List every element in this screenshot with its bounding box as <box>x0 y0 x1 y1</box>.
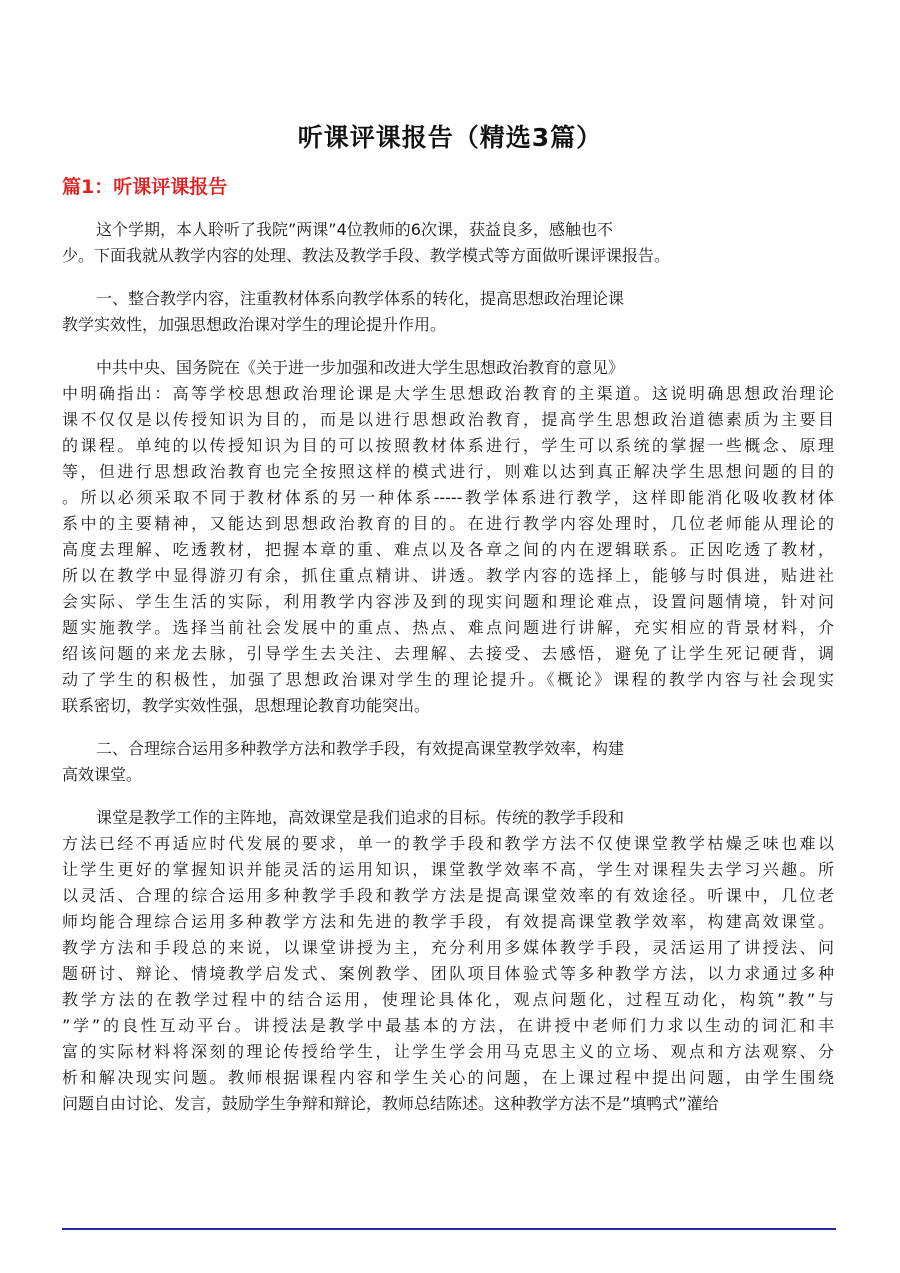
text-line: 二、合理综合运用多种教学方法和教学手段，有效提高课堂教学效率，构建 <box>96 739 625 758</box>
text-line: 所以在教学中显得游刃有余，抓住重点精讲、讲透。教学内容的选择上，能够与时俱进，贴进社 <box>62 566 834 585</box>
section-heading: 篇1：听课评课报告 <box>62 176 228 198</box>
text-line: 教学方法和手段总的来说，以课堂讲授为主，充分利用多媒体教学手段，灵活运用了讲授法、问 <box>62 938 834 957</box>
text-line: 问题自由讨论、发言，鼓励学生争辩和辩论，教师总结陈述。这种教学方法不是”填鸭式”灌给 <box>62 1094 719 1113</box>
paragraph <box>62 736 834 788</box>
text-line: 让学生更好的掌握知识并能灵活的运用知识，课堂教学效率不高，学生对课程失去学习兴趣。所 <box>62 860 834 879</box>
text-line: 析和解决现实问题。教师根据课程内容和学生关心的问题，在上课过程中提出问题，由学生围绕 <box>62 1068 834 1087</box>
text-line: 中明确指出：高等学校思想政治理论课是大学生思想政治教育的主渠道。这说明确思想政治理论 <box>62 384 834 403</box>
footer-divider <box>62 1228 836 1230</box>
text-line: 少。下面我就从教学内容的处理、教法及教学手段、教学模式等方面做听课评课报告。 <box>62 246 671 265</box>
paragraph <box>62 805 834 1117</box>
text-line: ”学”的良性互动平台。讲授法是教学中最基本的方法，在讲授中老师们力求以生动的词汇和丰 <box>62 1016 834 1035</box>
paragraph <box>62 286 834 338</box>
text-line: 题实施教学。选择当前社会发展中的重点、热点、难点问题进行讲解，充实相应的背景材料，介 <box>62 618 834 637</box>
text-line: 。所以必须采取不同于教材体系的另一种体系-----教学体系进行教学，这样即能消化吸收教材体 <box>62 488 834 507</box>
document-title: 听课评课报告（精选3篇） <box>297 123 603 152</box>
text-line: 的课程。单纯的以传授知识为目的可以按照教材体系进行，学生可以系统的掌握一些概念、原理 <box>62 436 834 455</box>
text-line: 中共中央、国务院在《关于进一步加强和改进大学生思想政治教育的意见》 <box>96 358 625 377</box>
paragraph <box>62 217 834 269</box>
text-line: 师均能合理综合运用多种教学方法和先进的教学手段，有效提高课堂教学效率，构建高效课堂。 <box>62 912 834 931</box>
text-line: 高度去理解、吃透教材，把握本章的重、难点以及各章之间的内在逻辑联系。正因吃透了教材， <box>62 540 834 559</box>
text-line: 课不仅仅是以传授知识为目的，而是以进行思想政治教育，提高学生思想政治道德素质为主要目 <box>62 410 834 429</box>
text-line: 动了学生的积极性，加强了思想政治课对学生的理论提升。《概论》课程的教学内容与社会现实 <box>62 670 834 689</box>
text-line: 教学方法的在教学过程中的结合运用，使理论具体化，观点问题化，过程互动化，构筑”教”与 <box>62 990 834 1009</box>
text-line: 联系密切，教学实效性强，思想理论教育功能突出。 <box>62 696 431 715</box>
text-line: 绍该问题的来龙去脉，引导学生去关注、去理解、去接受、去感悟，避免了让学生死记硬背，调 <box>62 644 834 663</box>
text-line: 一、整合教学内容，注重教材体系向教学体系的转化，提高思想政治理论课 <box>96 289 625 308</box>
text-line: 等，但进行思想政治教育也完全按照这样的模式进行，则难以达到真正解决学生思想问题的目的 <box>62 462 834 481</box>
text-line: 以灵活、合理的综合运用多种教学手段和教学方法是提高课堂效率的有效途径。听课中，几位老 <box>62 886 834 905</box>
text-line: 方法已经不再适应时代发展的要求，单一的教学手段和教学方法不仅使课堂教学枯燥乏味也难以 <box>62 834 834 853</box>
text-line: 高效课堂。 <box>62 765 143 784</box>
text-line: 这个学期，本人聆听了我院”两课”4位教师的6次课，获益良多，感触也不 <box>96 220 613 239</box>
text-line: 富的实际材料将深刻的理论传授给学生，让学生学会用马克思主义的立场、观点和方法观察、分 <box>62 1042 834 1061</box>
text-line: 系中的主要精神，又能达到思想政治教育的目的。在进行教学内容处理时，几位老师能从理论的 <box>62 514 834 533</box>
text-line: 题研讨、辩论、情境教学启发式、案例教学、团队项目体验式等多种教学方法，以力求通过多种 <box>62 964 834 983</box>
document-body <box>62 217 834 1134</box>
text-line: 教学实效性，加强思想政治课对学生的理论提升作用。 <box>62 315 447 334</box>
text-line: 课堂是教学工作的主阵地，高效课堂是我们追求的目标。传统的教学手段和 <box>96 808 625 827</box>
paragraph <box>62 355 834 719</box>
text-line: 会实际、学生生活的实际，利用教学内容涉及到的现实问题和理论难点，设置问题情境，针对问 <box>62 592 834 611</box>
